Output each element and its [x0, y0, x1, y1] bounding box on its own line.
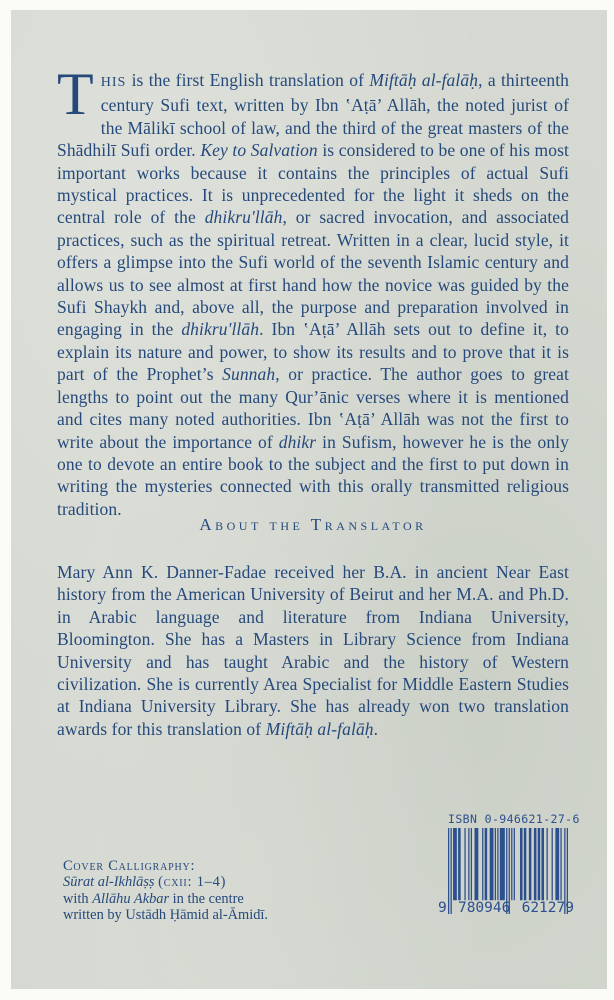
- calligraphy-line-writer: written by Ustādh Ḥāmid al-Āmidī.: [63, 907, 269, 924]
- calligraphy-text: in the centre: [169, 890, 244, 907]
- book-title-arabic: Miftāḥ al-falāḥ: [369, 70, 479, 90]
- book-title-english: Key to Salvation: [200, 140, 318, 161]
- term-dhikrullah: dhikru'llāh: [204, 207, 283, 228]
- isbn-label: ISBN 0-946621-27-6: [448, 812, 580, 826]
- synopsis-paragraph: [57, 61, 570, 520]
- cover-surface: [11, 10, 607, 989]
- drop-cap: T: [57, 61, 94, 127]
- synopsis-text: . Ibn ʽAṭā’ Allāh sets out to define it, to explain its nature and power, to show its results and to prove that it is part of the Prophet’s: [57, 319, 569, 385]
- isbn-barcode-block: [438, 812, 580, 917]
- ean-digit-lead: 9: [438, 900, 447, 916]
- calligraphy-line-centre: [63, 891, 268, 907]
- phrase-allahu-akbar: Allāhu Akbar: [92, 890, 170, 907]
- calligraphy-title: Cover Calligraphy:: [63, 858, 196, 874]
- calligraphy-note: [63, 858, 268, 924]
- about-translator-heading: About the Translator: [199, 515, 427, 534]
- synopsis-text: , a thirteenth century Sufi text, written by Ibn ʽAṭā’ Allāh, the noted jurist of the Mālikī school of law, and the third of the great masters of the Shādhilī Sufi order.: [57, 70, 570, 161]
- book-title-arabic: Miftāḥ al-falāḥ: [265, 718, 374, 739]
- synopsis-text: , or practice. The author goes to great lengths to point out the many Qur’ānic verses where it is mentioned and cites many noted authorities. Ibn ʽAṭā’ Allāh was not the first to write about the importance of: [57, 364, 569, 452]
- term-dhikr: dhikr: [278, 431, 317, 452]
- ean-digits-right-group: 621279: [521, 900, 574, 916]
- synopsis-text: in Sufism, however he is the only one to devote an entire book to the subject and the first to put down in writing the mysteries connected with this orally transmitted religious tradition.: [57, 431, 569, 519]
- lead-small-caps: HIS: [100, 75, 127, 90]
- synopsis-text: , or sacred invocation, and associated practices, such as the spiritual retreat. Written in a clear, lucid style, it offers a glimpse into the Sufi world of the seventh Islamic century and allows us to see almost at first hand how the novice was guided by the Sufi Shaykh and, above all, the purpose and preparation involved in engaging in the: [57, 207, 569, 340]
- surah-name: Sūrat al-Ikhlāṣṣ: [63, 874, 155, 891]
- calligraphy-text: with: [63, 890, 93, 907]
- term-dhikrullah: dhikru'llāh: [181, 319, 260, 340]
- barcode-digits: [438, 900, 574, 917]
- translator-text: Mary Ann K. Danner-Fadae received her B.A. in ancient Near East history from the American University of Beirut and her M.A. and Ph.D. in Arabic language and literature from Indiana University, Bloomington. She has a Masters in Library Science from Indiana University and has taught Arabic and the history of Western civilization. She is currently Area Specialist for Middle Eastern Studies at Indiana University Library. She has already won two translation awards for this translation of: [57, 562, 569, 739]
- ean-digits-left-group: 780946: [457, 900, 511, 916]
- translator-text: .: [373, 718, 379, 739]
- synopsis-text: is the first English translation of: [126, 70, 370, 90]
- calligraphy-line-surah: [63, 874, 268, 890]
- synopsis-text: is considered to be one of his most important works because it contains the principles of actual Sufi mystical practices. It is unprecedented for the light it sheds on the central role of the: [57, 140, 569, 228]
- translator-paragraph: [57, 561, 569, 740]
- term-sunnah: Sunnah: [222, 364, 276, 385]
- surah-reference: (cxii: 1–4): [158, 874, 227, 891]
